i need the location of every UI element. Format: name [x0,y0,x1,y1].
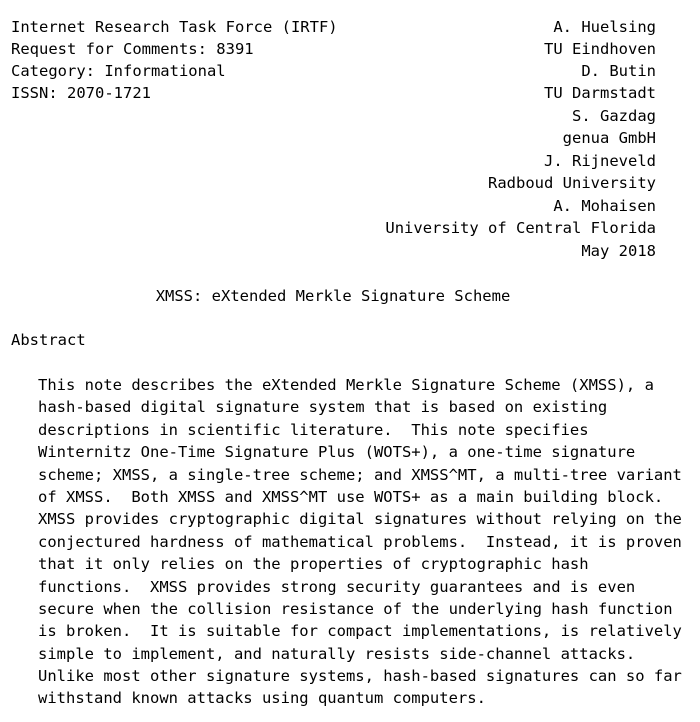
author-name: A. Huelsing [553,18,656,36]
author-affiliation: TU Darmstadt [544,84,656,102]
abstract-body [38,374,698,710]
abstract-heading: Abstract [11,331,86,349]
abstract-line: of XMSS. Both XMSS and XMSS^MT use WOTS+ as a main building block. [38,487,664,506]
abstract-line: descriptions in scientific literature. This note specifies [38,420,589,439]
abstract-line: This note describes the eXtended Merkle Signature Scheme (XMSS), a [38,376,654,394]
author-affiliation: University of Central Florida [385,219,656,237]
abstract-line: Winternitz One-Time Signature Plus (WOTS+), a one-time signature [38,443,636,462]
author-affiliation: genua GmbH [562,129,656,147]
abstract-line: withstand known attacks using quantum computers. [38,689,486,708]
abstract-line: functions. XMSS provides strong security guarantees and is even [38,577,636,596]
author-name: D. Butin [581,62,656,80]
abstract-line: that it only relies on the properties of cryptographic hash [38,555,589,574]
abstract-line: simple to implement, and naturally resists side-channel attacks. [38,644,636,663]
publication-date: May 2018 [581,242,656,260]
document-title: XMSS: eXtended Merkle Signature Scheme [155,287,511,305]
abstract-line: hash-based digital signature system that is based on existing [38,398,608,417]
author-name: J. Rijneveld [544,152,656,170]
author-name: A. Mohaisen [553,197,656,215]
author-affiliation: TU Eindhoven [544,40,656,58]
abstract-line: is broken. It is suitable for compact implementations, is relatively [38,622,682,641]
header-issn: ISSN: 2070-1721 [11,84,151,102]
header-organization: Internet Research Task Force (IRTF) [11,18,338,36]
abstract-line: conjectured hardness of mathematical problems. Instead, it is proven [38,532,682,551]
abstract-line: secure when the collision resistance of the underlying hash function [38,599,673,618]
author-affiliation: Radboud University [488,174,656,192]
header-category: Category: Informational [11,62,226,80]
author-name: S. Gazdag [572,107,656,125]
abstract-line: Unlike most other signature systems, hash-based signatures can so far [38,667,682,686]
abstract-line: scheme; XMSS, a single-tree scheme; and XMSS^MT, a multi-tree variant [38,465,682,484]
header-rfc-number: Request for Comments: 8391 [11,40,254,58]
abstract-line: XMSS provides cryptographic digital signatures without relying on the [38,510,682,529]
